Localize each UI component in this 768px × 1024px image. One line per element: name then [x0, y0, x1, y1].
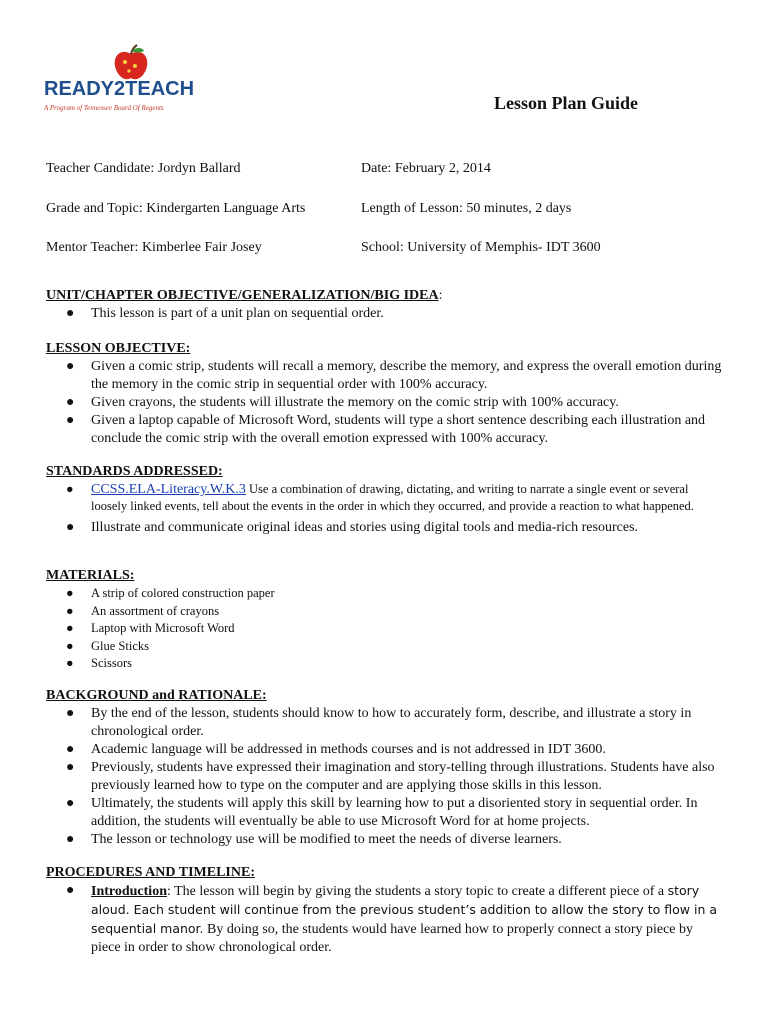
introduction-label: Introduction — [91, 884, 167, 899]
list-item: ● Given crayons, the students will illustrate the memory on the comic strip with 100% accuracy. — [66, 395, 619, 410]
list-item: ● By the end of the lesson, students should know to how to accurately form, describe, and illustrate a story in chronological order. — [66, 706, 692, 739]
unit-objective-heading-text: UNIT/CHAPTER OBJECTIVE/GENERALIZATION/BIG IDEA — [46, 288, 439, 303]
list-item-text: An assortment of crayons — [91, 603, 220, 618]
list-item-text: Ultimately, the students will apply this skill by learning how to put a disoriented story in sequential order. In addition, the students will eventually be able to use Microsoft Word for at home projects. — [91, 796, 698, 829]
list-item: ● An assortment of crayons — [66, 603, 220, 618]
unit-objective-heading: UNIT/CHAPTER OBJECTIVE/GENERALIZATION/BIG IDEA: — [46, 288, 443, 303]
standards-list-2 — [46, 519, 726, 537]
lesson-date: Date: February 2, 2014 — [361, 161, 491, 176]
list-item: ● Given a laptop capable of Microsoft Word, students will type a short sentence describing each illustration and conclude the comic strip with the overall emotion expressed with 100% accuracy. — [66, 413, 706, 446]
mentor-teacher: Mentor Teacher: Kimberlee Fair Josey — [46, 240, 262, 255]
standards-heading: STANDARDS ADDRESSED: — [46, 464, 223, 479]
list-item-text: Illustrate and communicate original ideas and stories using digital tools and media-rich resources. — [91, 520, 639, 535]
introduction-text-c: By doing so, the students would have learned how to properly connect a story piece by piece in order to show chronological order. — [91, 922, 694, 955]
list-item: ● Introduction: The lesson will begin by giving the students a story topic to create a different piece of a story aloud. Each student will continue from the previous student’s addition to allow the story to flow in a sequential manor. By doing so, the students would have learned how to properly connect a story piece by piece in order to show chronological order. — [66, 883, 718, 955]
introduction-text-a: : The lesson will begin by giving the students a story topic to create a different piece of a — [166, 884, 668, 899]
lesson-objective-section — [46, 340, 726, 448]
procedures-section — [46, 864, 726, 957]
list-item: ● CCSS.ELA-Literacy.W.K.3 Use a combination of drawing, dictating, and writing to narrate a single event or several loosely linked events, tell about the events in the order in which they occurred, and provide a reaction to what happened. — [66, 482, 694, 513]
unit-objective-section — [46, 287, 726, 323]
list-item: ● Ultimately, the students will apply this skill by learning how to put a disoriented story in sequential order. In addition, the students will eventually be able to use Microsoft Word for at home projects. — [66, 796, 698, 829]
lesson-length: Length of Lesson: 50 minutes, 2 days — [361, 201, 572, 216]
list-item: ● Illustrate and communicate original ideas and stories using digital tools and media-rich resources. — [66, 520, 639, 535]
introduction-text-b: story aloud. Each student will continue from the previous student’s addition to allow the story to flow in a sequential manor. — [91, 883, 718, 936]
list-item-text: Given a comic strip, students will recall a memory, describe the memory, and express the overall emotion during the memory in the comic strip in sequential order with 100% accuracy. — [91, 359, 722, 392]
page-title: Lesson Plan Guide — [494, 93, 639, 113]
materials-list — [46, 585, 726, 673]
list-item: ● The lesson or technology use will be modified to meet the needs of diverse learners. — [66, 832, 562, 847]
materials-heading: MATERIALS: — [46, 568, 135, 583]
list-item-text: A strip of colored construction paper — [91, 586, 275, 600]
list-item: ● A strip of colored construction paper — [66, 586, 275, 600]
procedures-list — [46, 882, 726, 957]
background-heading: BACKGROUND and RATIONALE: — [46, 688, 267, 703]
teacher-candidate: Teacher Candidate: Jordyn Ballard — [46, 161, 241, 176]
list-item-text: Laptop with Microsoft Word — [91, 621, 235, 635]
list-item-text: This lesson is part of a unit plan on sequential order. — [91, 306, 384, 321]
background-section — [46, 687, 726, 849]
unit-objective-list — [46, 305, 726, 323]
lesson-objective-list — [46, 358, 726, 448]
list-item-text: Previously, students have expressed their imagination and story-telling through illustrations. Students have also previously learned how to type on the computer and are applying those skills in this lesson. — [91, 760, 715, 793]
list-item-text: By the end of the lesson, students should know to how to accurately form, describe, and illustrate a story in chronological order. — [91, 706, 692, 739]
list-item: ● Academic language will be addressed in methods courses and is not addressed in IDT 3600. — [66, 742, 606, 757]
list-item-text: Use a combination of drawing, dictating, and writing to narrate a single event or several loosely linked events, tell about the events in the order in which they occurred, and provide a reaction to what happened. — [91, 482, 694, 513]
standards-section — [46, 463, 726, 537]
list-item: ● Glue Sticks — [66, 638, 149, 653]
logo-wordmark: READY2TEACH — [44, 78, 195, 100]
list-item-text: Given a laptop capable of Microsoft Word, students will type a short sentence describing each illustration and conclude the comic strip with the overall emotion expressed with 100% accuracy. — [91, 413, 706, 446]
school: School: University of Memphis- IDT 3600 — [361, 240, 601, 255]
procedures-heading: PROCEDURES AND TIMELINE: — [46, 865, 255, 880]
ready2teach-logo — [44, 44, 194, 116]
grade-topic: Grade and Topic: Kindergarten Language Arts — [46, 201, 306, 216]
list-item: ● Previously, students have expressed their imagination and story-telling through illustrations. Students have also previously learned how to type on the computer and are applying those skills in this lesson. — [66, 760, 715, 793]
list-item-text: Glue Sticks — [91, 638, 149, 653]
list-item-text: Academic language will be addressed in methods courses and is not addressed in IDT 3600. — [91, 742, 606, 757]
standards-list — [46, 481, 726, 514]
list-item-text: Scissors — [91, 656, 132, 670]
list-item: ● Scissors — [66, 656, 132, 670]
standard-link[interactable]: CCSS.ELA-Literacy.W.K.3 — [91, 482, 246, 497]
logo-tagline: A Program of Tennessee Board Of Regents — [44, 104, 164, 112]
materials-section — [46, 567, 726, 673]
lesson-objective-heading: LESSON OBJECTIVE: — [46, 341, 191, 356]
list-item: ● Given a comic strip, students will recall a memory, describe the memory, and express the overall emotion during the memory in the comic strip in sequential order with 100% accuracy. — [66, 359, 722, 392]
list-item: ● Laptop with Microsoft Word — [66, 621, 235, 635]
list-item-text: Given crayons, the students will illustrate the memory on the comic strip with 100% accuracy. — [91, 395, 619, 410]
list-item-text: The lesson or technology use will be modified to meet the needs of diverse learners. — [91, 832, 562, 847]
list-item: ● This lesson is part of a unit plan on sequential order. — [66, 306, 384, 321]
background-list — [46, 705, 726, 849]
